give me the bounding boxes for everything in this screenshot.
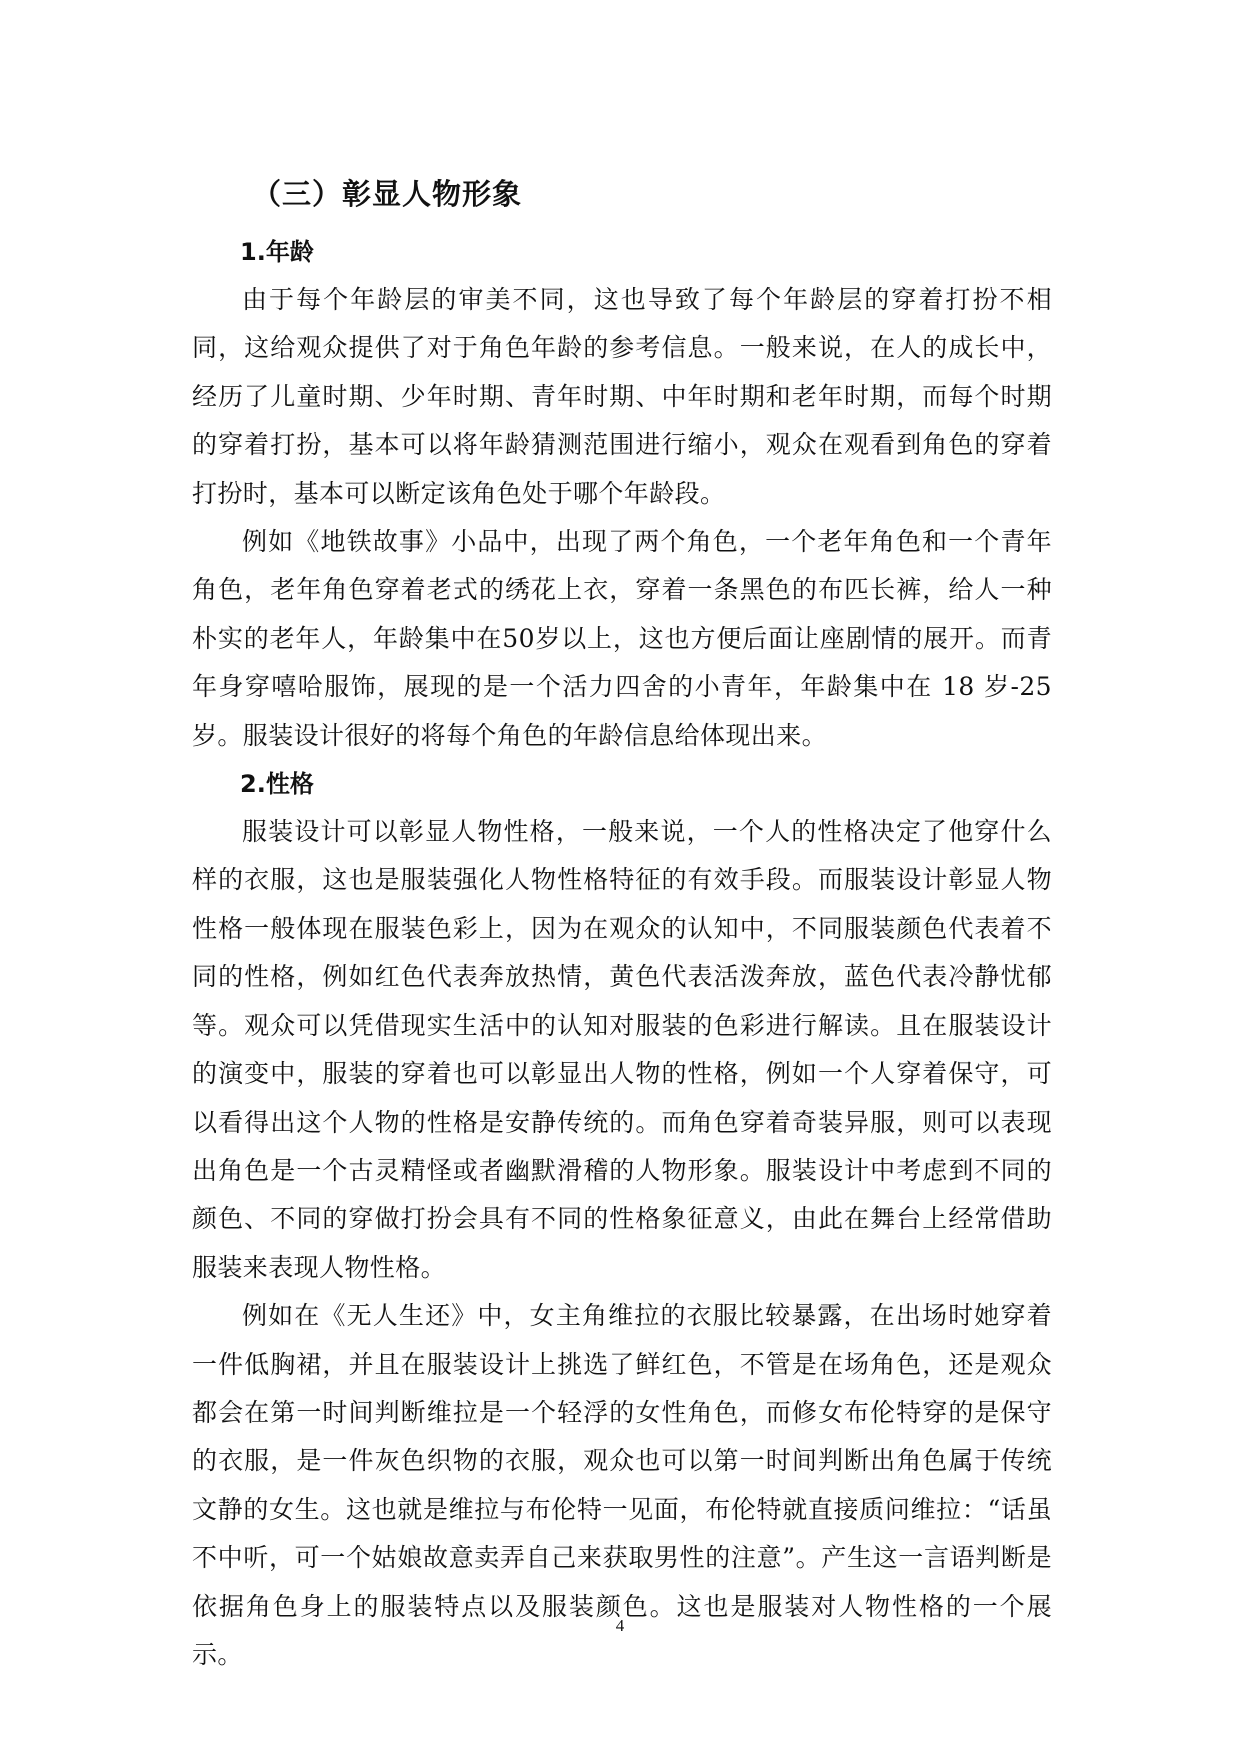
paragraph: 服装设计可以彰显人物性格，一般来说，一个人的性格决定了他穿什么样的衣服，这也是服装强化人物性格特征的有效手段。而服装设计彰显人物性格一般体现在服装色彩上，因为在观众的认知中，不同服装颜色代表着不同的性格，例如红色代表奔放热情，黄色代表活泼奔放，蓝色代表冷静忧郁等。观众可以凭借现实生活中的认知对服装的色彩进行解读。且在服装设计的演变中，服装的穿着也可以彰显出人物的性格，例如一个人穿着保守，可以看得出这个人物的性格是安静传统的。而角色穿着奇装异服，则可以表现出角色是一个古灵精怪或者幽默滑稽的人物形象。服装设计中考虑到不同的颜色、不同的穿做打扮会具有不同的性格象征意义，由此在舞台上经常借助服装来表现人物性格。	[192, 817, 1052, 1282]
page-number: 4	[615, 1616, 625, 1635]
paragraph: 例如《地铁故事》小品中，出现了两个角色，一个老年角色和一个青年角色，老年角色穿着老式的绣花上衣，穿着一条黑色的布匹长裤，给人一种朴实的老年人，年龄集中在50岁以上，这也方便后面让座剧情的展开。而青年身穿嘻哈服饰，展现的是一个活力四舍的小青年，年龄集中在 18 岁-25 岁。服装设计很好的将每个角色的年龄信息给体现出来。	[192, 527, 1052, 750]
paragraph: 例如在《无人生还》中，女主角维拉的衣服比较暴露，在出场时她穿着一件低胸裙，并且在服装设计上挑选了鲜红色，不管是在场角色，还是观众都会在第一时间判断维拉是一个轻浮的女性角色，而修女布伦特穿的是保守的衣服，是一件灰色织物的衣服，观众也可以第一时间判断出角色属于传统文静的女生。这也就是维拉与布伦特一见面，布伦特就直接质问维拉：“话虽不中听，可一个姑娘故意卖弄自己来获取男性的注意”。产生这一言语判断是依据角色身上的服装特点以及服装颜色。这也是服装对人物性格的一个展示。	[192, 1301, 1052, 1669]
page-body	[192, 172, 1052, 1679]
section-heading: （三）彰显人物形象	[252, 177, 523, 211]
subsection-heading-personality: 2.性格	[240, 770, 314, 799]
subsection-heading-age: 1.年龄	[240, 238, 314, 266]
paragraph: 由于每个年龄层的审美不同，这也导致了每个年龄层的穿着打扮不相同，这给观众提供了对于角色年龄的参考信息。一般来说，在人的成长中，经历了儿童时期、少年时期、青年时期、中年时期和老年时期，而每个时期的穿着打扮，基本可以将年龄猜测范围进行缩小，观众在观看到角色的穿着打扮时，基本可以断定该角色处于哪个年龄段。	[192, 285, 1052, 508]
